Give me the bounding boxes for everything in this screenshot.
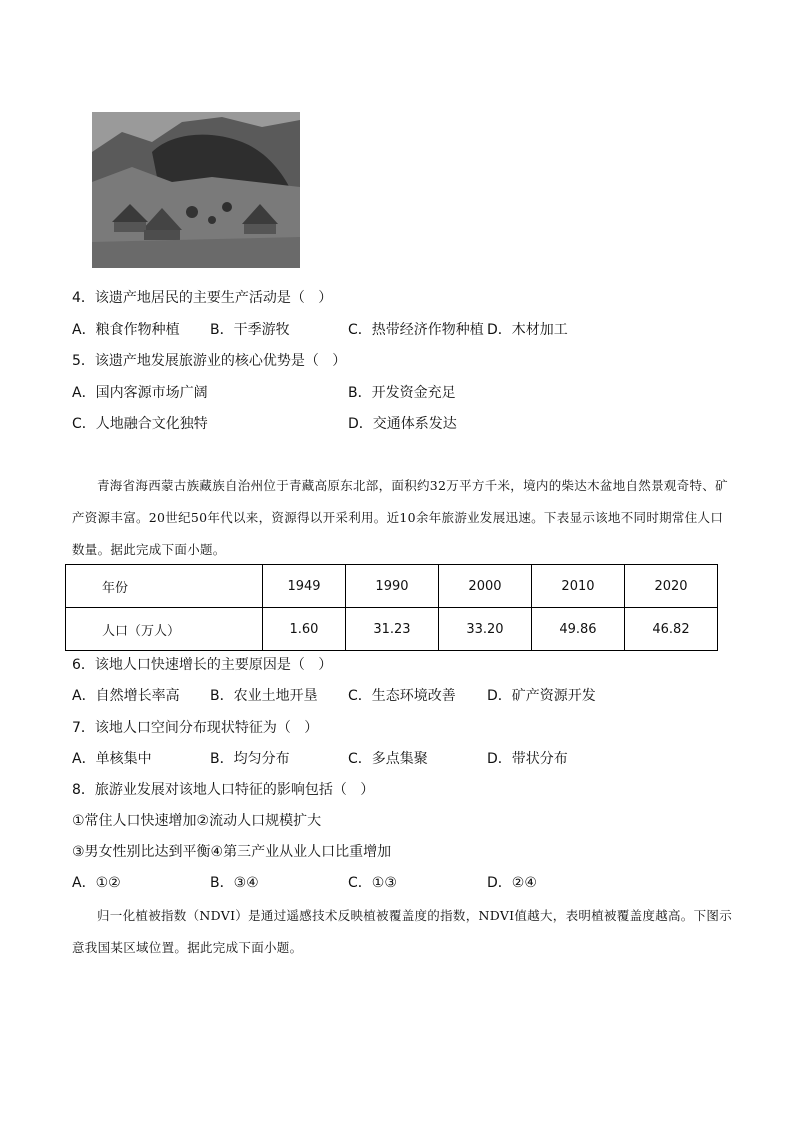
passage-ndvi: 归一化植被指数（NDVI）是通过遥感技术反映植被覆盖度的指数，NDVI值越大，表明植被覆盖度越高。下图示意我国某区域位置。据此完成下面小题。 [72,908,733,955]
q4-option-c: C．热带经济作物种植 [348,322,484,338]
table-row-label: 人口（万人） [66,608,263,651]
q8-option-c: C．①③ [348,875,397,891]
table-year: 1949 [263,565,346,608]
population-table [65,564,718,651]
q4-option-a: A．粮食作物种植 [72,322,180,338]
q6-option-c: C．生态环境改善 [348,688,456,704]
table-value: 33.20 [438,608,531,651]
q8-option-a: A．①② [72,875,121,891]
table-value: 49.86 [531,608,624,651]
q5-option-b: B．开发资金充足 [348,385,456,401]
table-value: 46.82 [624,608,717,651]
table-row-population [66,608,718,651]
q7-option-a: A．单核集中 [72,751,152,767]
q6-option-d: D．矿产资源开发 [487,688,596,704]
table-year: 2000 [438,565,531,608]
question-6-stem: 6．该地人口快速增长的主要原因是（ ） [72,657,333,673]
question-8-stem: 8．旅游业发展对该地人口特征的影响包括（ ） [72,782,375,798]
question-5-stem: 5．该遗产地发展旅游业的核心优势是（ ） [72,353,347,369]
q5-option-a: A．国内客源市场广阔 [72,385,208,401]
table-header-label: 年份 [66,565,263,608]
q8-statements-line-1: ①常住人口快速增加②流动人口规模扩大 [72,813,322,829]
q5-option-c: C．人地融合文化独特 [72,416,208,432]
q8-statements-line-2: ③男女性别比达到平衡④第三产业从业人口比重增加 [72,844,392,860]
q7-option-b: B．均匀分布 [210,751,290,767]
table-year: 1990 [345,565,438,608]
q4-option-d: D．木材加工 [487,322,568,338]
table-row-years [66,565,718,608]
question-4-stem: 4．该遗产地居民的主要生产活动是（ ） [72,290,333,306]
table-year: 2010 [531,565,624,608]
q6-option-a: A．自然增长率高 [72,688,180,704]
table-year: 2020 [624,565,717,608]
q7-option-c: C．多点集聚 [348,751,428,767]
question-7-stem: 7．该地人口空间分布现状特征为（ ） [72,720,319,736]
q4-option-b: B．干季游牧 [210,322,290,338]
passage-haixi: 青海省海西蒙古族藏族自治州位于青藏高原东北部，面积约32万平方千米，境内的柴达木盆地自然景观奇特、矿产资源丰富。20世纪50年代以来，资源得以开采利用。近10余年旅游业发展迅速。下表显示该地不同时期常住人口数量。据此完成下面小题。 [72,478,728,557]
table-value: 1.60 [263,608,346,651]
q7-option-d: D．带状分布 [487,751,568,767]
table-value: 31.23 [345,608,438,651]
q8-option-d: D．②④ [487,875,537,891]
heritage-site-photo [92,112,300,268]
q5-option-d: D．交通体系发达 [348,416,457,432]
q8-option-b: B．③④ [210,875,259,891]
q6-option-b: B．农业土地开垦 [210,688,318,704]
